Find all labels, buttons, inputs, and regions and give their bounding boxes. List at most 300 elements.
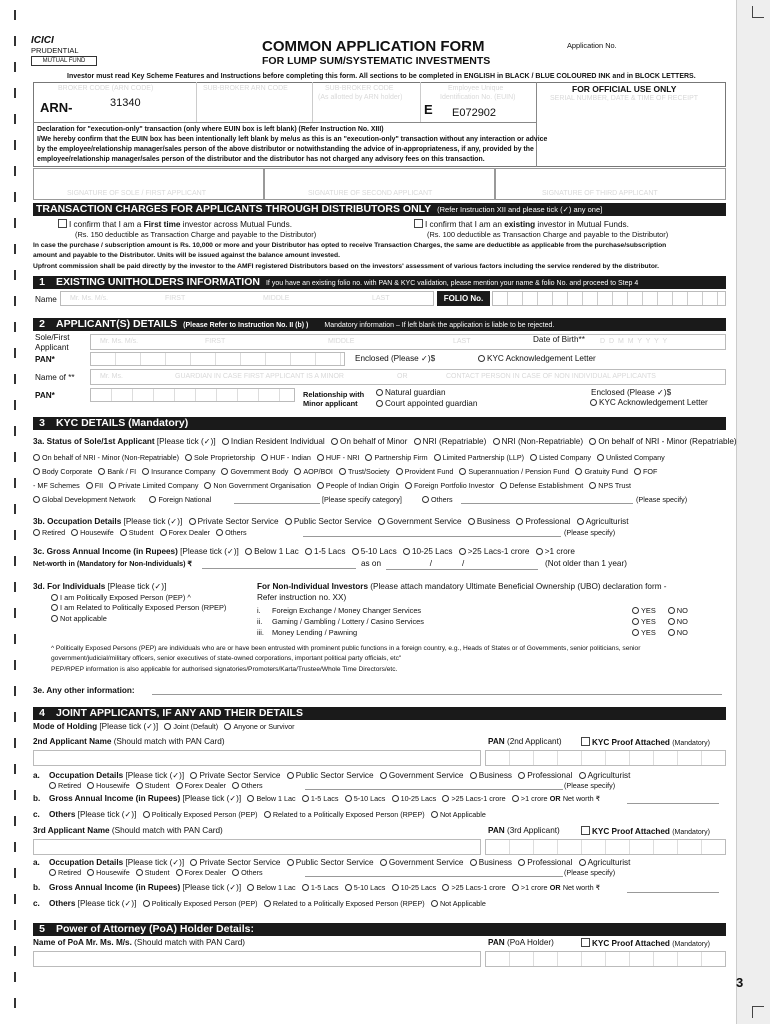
status-radio[interactable] bbox=[493, 438, 500, 445]
status-opt[interactable]: On behalf of Minor bbox=[327, 437, 407, 446]
s2-kyc-ack-radio[interactable] bbox=[478, 355, 485, 362]
status-opt[interactable]: Limited Partnership (LLP) bbox=[430, 453, 525, 462]
occ-opt[interactable]: Forex Dealer bbox=[172, 868, 227, 877]
occ-opt[interactable]: Agriculturist bbox=[575, 771, 631, 780]
networth-label: Net-worth in (Mandatory for Non-Individuals) ₹ bbox=[33, 559, 193, 568]
status-opt[interactable]: Provident Fund bbox=[392, 467, 454, 476]
occ-radio[interactable] bbox=[579, 772, 586, 779]
pep-radio[interactable] bbox=[431, 900, 438, 907]
sub-broker-arn-header: SUB-BROKER ARN CODE bbox=[203, 85, 288, 92]
status-category-line[interactable] bbox=[234, 503, 320, 504]
logo-name: PRUDENTIAL bbox=[31, 46, 79, 55]
occ-opt[interactable]: Public Sector Service bbox=[283, 771, 374, 780]
instruction-text: Investor must read Key Scheme Features and Instructions before completing this form. All sections to be completed in ENGLISH in BLACK / BLUE COLOURED INK and in BLOCK LETTERS. bbox=[67, 73, 696, 80]
occ-radio[interactable] bbox=[190, 772, 197, 779]
euin-value[interactable]: E072902 bbox=[452, 107, 497, 119]
occ-opt[interactable]: Retired bbox=[45, 868, 81, 877]
income-radio[interactable] bbox=[512, 795, 519, 802]
broker-code-header: BROKER CODE (ARN CODE) bbox=[58, 85, 154, 92]
third-networth-line[interactable] bbox=[627, 892, 719, 893]
status-opt[interactable]: HUF - NRI bbox=[313, 453, 360, 462]
income-opt[interactable]: 10-25 Lacs bbox=[388, 883, 437, 892]
occ-opt[interactable]: Government Service bbox=[374, 517, 462, 526]
logo-brand: ICICI bbox=[31, 35, 54, 46]
broker-divider bbox=[33, 122, 536, 123]
income-radio[interactable] bbox=[392, 795, 399, 802]
s2-middle-hint: MIDDLE bbox=[328, 338, 355, 345]
occ-radio[interactable] bbox=[287, 859, 294, 866]
income-radio[interactable] bbox=[459, 548, 466, 555]
first-time-option[interactable]: I confirm that I am a First time investor across Mutual Funds. bbox=[58, 219, 292, 230]
arn-value[interactable]: 31340 bbox=[110, 97, 141, 109]
status-radio[interactable] bbox=[459, 468, 466, 475]
court-guardian-option[interactable]: Court appointed guardian bbox=[372, 399, 477, 409]
pep-radio[interactable] bbox=[143, 811, 150, 818]
occ-opt[interactable]: Housewife bbox=[67, 528, 114, 537]
pep-note-2: government/judicial/military officers, senior executives of state-owned corporations, important political party officials, etc" bbox=[51, 655, 402, 662]
status-opt[interactable]: Government Body bbox=[217, 467, 288, 476]
status-radio[interactable] bbox=[33, 468, 40, 475]
s2-title-hint: Mr. Ms. M/s. bbox=[100, 338, 139, 345]
income-radio[interactable] bbox=[392, 884, 399, 891]
occ-radio[interactable] bbox=[49, 782, 56, 789]
occ-opt[interactable]: Others bbox=[212, 528, 247, 537]
income-opt[interactable]: Below 1 Lac bbox=[241, 547, 299, 556]
second-applicant-label: 2nd Applicant Name (Should match with PAN Card) bbox=[33, 737, 225, 746]
third-kyc[interactable]: KYC Proof Attached (Mandatory) bbox=[581, 826, 710, 838]
occ-opt[interactable]: Government Service bbox=[376, 771, 464, 780]
nonind-item-3: iii. Money Lending / Pawning bbox=[257, 628, 358, 637]
s2-name-of-label: Name of ** bbox=[35, 373, 75, 382]
pep-note-1: ^ Politically Exposed Persons (PEP) are individuals who are or have been entrusted with prominent public functions in a foreign country, e.g., Heads of States or of Governments, senior politicians, senior bbox=[51, 645, 641, 652]
s1-middle-hint: MIDDLE bbox=[263, 295, 290, 302]
occ-opt[interactable]: Student bbox=[132, 868, 170, 877]
third-applicant-label: 3rd Applicant Name (Should match with PAN Card) bbox=[33, 826, 223, 835]
official-use-sub: SERIAL NUMBER, DATE & TIME OF RECEIPT bbox=[550, 95, 699, 102]
occ-radio[interactable] bbox=[190, 859, 197, 866]
occ-radio[interactable] bbox=[380, 772, 387, 779]
occ-radio[interactable] bbox=[136, 869, 143, 876]
s2-guardian-title-hint: Mr. Ms. bbox=[100, 373, 123, 380]
form-title: COMMON APPLICATION FORM bbox=[262, 38, 485, 55]
occ-radio[interactable] bbox=[87, 869, 94, 876]
pep-opt[interactable]: Not Applicable bbox=[427, 899, 486, 908]
s2-kyc-ack-option[interactable]: KYC Acknowledgement Letter bbox=[474, 354, 596, 364]
occ-opt[interactable]: Private Sector Service bbox=[186, 858, 280, 867]
txn-charges-header bbox=[33, 203, 726, 216]
occ-opt[interactable]: Public Sector Service bbox=[281, 517, 372, 526]
occ-radio[interactable] bbox=[285, 518, 292, 525]
status-radio[interactable] bbox=[331, 438, 338, 445]
income-opt[interactable]: 5-10 Lacs bbox=[341, 794, 386, 803]
txn-charges-title: TRANSACTION CHARGES FOR APPLICANTS THROUGH DISTRIBUTORS ONLY bbox=[36, 203, 432, 215]
networth-line[interactable] bbox=[202, 568, 356, 569]
status-radio[interactable] bbox=[33, 496, 40, 503]
status-radio[interactable] bbox=[317, 482, 324, 489]
status-radio[interactable] bbox=[405, 482, 412, 489]
status-others-option[interactable]: Others bbox=[418, 495, 453, 504]
mode-joint-option[interactable]: Joint (Default) bbox=[160, 722, 218, 731]
third-pan-field[interactable] bbox=[485, 839, 726, 855]
occ-radio[interactable] bbox=[518, 772, 525, 779]
status-radio[interactable] bbox=[109, 482, 116, 489]
status-radio[interactable] bbox=[222, 438, 229, 445]
s2-contact-hint: CONTACT PERSON IN CASE OF NON INDIVIDUAL APPLICANTS bbox=[446, 373, 656, 380]
status-radio[interactable] bbox=[500, 482, 507, 489]
status-opt[interactable]: FII bbox=[82, 481, 103, 490]
status-opt[interactable]: Gratuity Fund bbox=[571, 467, 628, 476]
status-opt[interactable]: Bank / FI bbox=[94, 467, 136, 476]
status-opt[interactable]: On behalf of NRI - Minor (Non-Repatriable) bbox=[29, 453, 179, 462]
occ-opt[interactable]: Public Sector Service bbox=[283, 858, 374, 867]
second-occ-others-line[interactable] bbox=[305, 789, 563, 790]
income-opt[interactable]: 10-25 Lacs bbox=[399, 547, 453, 556]
nonind-yesno-2[interactable]: YES NO bbox=[628, 617, 688, 626]
occ-radio[interactable] bbox=[470, 772, 477, 779]
income-opt[interactable]: >25 Lacs-1 crore bbox=[455, 547, 530, 556]
status-radio[interactable] bbox=[204, 482, 211, 489]
declaration-line-4: employee/relationship manager/sales person of the distributor and the distributor has not charged any advisory fees on this transaction. bbox=[37, 156, 485, 163]
income-radio[interactable] bbox=[536, 548, 543, 555]
status-radio[interactable] bbox=[414, 438, 421, 445]
s1-last-hint: LAST bbox=[372, 295, 390, 302]
occ-radio[interactable] bbox=[518, 859, 525, 866]
income-opt[interactable]: >1 crore bbox=[508, 883, 548, 892]
income-radio[interactable] bbox=[512, 884, 519, 891]
existing-note: (Rs. 100 deductible as Transaction Charge and payable to the Distributor) bbox=[427, 230, 669, 239]
s2-kyc-ack2-radio[interactable] bbox=[590, 399, 597, 406]
income-opt[interactable]: Below 1 Lac bbox=[243, 883, 295, 892]
status-radio[interactable] bbox=[530, 454, 537, 461]
second-occ-row-2 bbox=[45, 781, 263, 790]
occ-opt[interactable]: Forex Dealer bbox=[172, 781, 227, 790]
official-use-label: FOR OFFICIAL USE ONLY bbox=[572, 84, 677, 94]
status-opt[interactable]: Listed Company bbox=[526, 453, 591, 462]
poa-name-field[interactable] bbox=[33, 951, 481, 967]
income-radio[interactable] bbox=[247, 795, 254, 802]
first-time-note: (Rs. 150 deductible as Transaction Charge and payable to the Distributor) bbox=[75, 230, 317, 239]
income-radio[interactable] bbox=[245, 548, 252, 555]
dob-boxes[interactable]: D D M M Y Y Y Y bbox=[600, 338, 669, 345]
status-opt[interactable]: Insurance Company bbox=[138, 467, 215, 476]
pep-radio-1[interactable] bbox=[51, 594, 58, 601]
status-opt[interactable]: Defense Establishment bbox=[496, 481, 583, 490]
occ-radio[interactable] bbox=[579, 859, 586, 866]
occ-others-line[interactable] bbox=[303, 536, 561, 537]
income-radio[interactable] bbox=[345, 884, 352, 891]
pep-opt-1[interactable]: I am Politically Exposed Person (PEP) ^ bbox=[47, 593, 191, 602]
mode-anyone-option[interactable]: Anyone or Survivor bbox=[220, 722, 294, 731]
poa-kyc[interactable]: KYC Proof Attached (Mandatory) bbox=[581, 938, 710, 950]
third-occ-row-2 bbox=[45, 868, 263, 877]
status-opt[interactable]: Sole Proprietorship bbox=[181, 453, 255, 462]
occ-opt[interactable]: Retired bbox=[29, 528, 65, 537]
status-opt[interactable]: Global Development Network bbox=[29, 495, 135, 504]
status-opt[interactable]: Private Limited Company bbox=[105, 481, 198, 490]
status-opt[interactable]: Foreign Portfolio Investor bbox=[401, 481, 494, 490]
status-radio[interactable] bbox=[142, 468, 149, 475]
status-radio[interactable] bbox=[589, 482, 596, 489]
income-radio[interactable] bbox=[302, 884, 309, 891]
second-kyc-checkbox[interactable] bbox=[581, 737, 590, 746]
section-2-sub: (Please Refer to Instruction No. II (b) ) bbox=[183, 322, 309, 329]
status-radio[interactable] bbox=[575, 468, 582, 475]
pep-radio-3[interactable] bbox=[51, 615, 58, 622]
status-opt[interactable]: HUF - Indian bbox=[257, 453, 311, 462]
pep-radio-2[interactable] bbox=[51, 604, 58, 611]
status-radio[interactable] bbox=[185, 454, 192, 461]
status-radio[interactable] bbox=[221, 468, 228, 475]
occ-radio[interactable] bbox=[120, 529, 127, 536]
income-opt[interactable]: >1 crore bbox=[508, 794, 548, 803]
second-networth-line[interactable] bbox=[627, 803, 719, 804]
income-radio[interactable] bbox=[247, 884, 254, 891]
occ-opt[interactable]: Government Service bbox=[376, 858, 464, 867]
status-opt[interactable]: NPS Trust bbox=[585, 481, 631, 490]
status-others-line[interactable] bbox=[461, 503, 633, 504]
status-row-5 bbox=[29, 495, 211, 504]
s2-pan-field[interactable] bbox=[90, 352, 345, 366]
income-radio[interactable] bbox=[305, 548, 312, 555]
other-info-label: 3e. Any other information: bbox=[33, 686, 135, 695]
income-opt[interactable]: >25 Lacs-1 crore bbox=[438, 794, 505, 803]
pep-radio[interactable] bbox=[431, 811, 438, 818]
status-radio[interactable] bbox=[396, 468, 403, 475]
status-radio[interactable] bbox=[261, 454, 268, 461]
occ-radio[interactable] bbox=[176, 869, 183, 876]
status-opt[interactable]: People of Indian Origin bbox=[313, 481, 399, 490]
occ-opt[interactable]: Business bbox=[466, 858, 512, 867]
as-on-date[interactable]: // bbox=[386, 559, 538, 570]
no-radio[interactable] bbox=[668, 607, 675, 614]
occ-radio[interactable] bbox=[189, 518, 196, 525]
pep-opt[interactable]: Politically Exposed Person (PEP) bbox=[139, 810, 258, 819]
occ-opt[interactable]: Business bbox=[464, 517, 510, 526]
status-opt[interactable]: Trust/Society bbox=[335, 467, 390, 476]
occ-radio[interactable] bbox=[87, 782, 94, 789]
occ-opt[interactable]: Others bbox=[228, 868, 263, 877]
status-opt[interactable]: Body Corporate bbox=[29, 467, 92, 476]
nonind-item-2: ii. Gaming / Gambling / Lottery / Casino Services bbox=[257, 617, 424, 626]
declaration-line-3: by the employee/relationship manager/sales person of the above distributor or notwithstanding the advice of in-appropriateness, if any, provided by the bbox=[37, 146, 534, 153]
yes-radio[interactable] bbox=[632, 629, 639, 636]
natural-guardian-option[interactable]: Natural guardian bbox=[372, 388, 446, 398]
occ-radio[interactable] bbox=[468, 518, 475, 525]
income-opt[interactable]: 1-5 Lacs bbox=[298, 794, 339, 803]
occ-radio[interactable] bbox=[287, 772, 294, 779]
status-opt[interactable]: NRI (Non-Repatriable) bbox=[489, 437, 583, 446]
poa-kyc-checkbox[interactable] bbox=[581, 938, 590, 947]
occ-radio[interactable] bbox=[71, 529, 78, 536]
folio-field[interactable] bbox=[492, 291, 726, 306]
income-radio[interactable] bbox=[352, 548, 359, 555]
status-opt[interactable]: Non Government Organisation bbox=[200, 481, 310, 490]
status-row-2 bbox=[29, 453, 665, 462]
pep-opt[interactable]: Related to a Politically Exposed Person (RPEP) bbox=[260, 899, 425, 908]
occ-radio[interactable] bbox=[232, 782, 239, 789]
euin-header-sub: Identification No. (EUIN) bbox=[440, 94, 516, 101]
status-opt[interactable]: Foreign National bbox=[145, 495, 211, 504]
income-opt[interactable]: 1-5 Lacs bbox=[301, 547, 345, 556]
other-info-line[interactable] bbox=[152, 694, 722, 695]
occ-opt[interactable]: Professional bbox=[514, 858, 572, 867]
occ-radio[interactable] bbox=[378, 518, 385, 525]
nonind-yesno-3[interactable]: YES NO bbox=[628, 628, 688, 637]
occ-opt[interactable]: Agriculturist bbox=[573, 517, 629, 526]
form-subtitle: FOR LUMP SUM/SYSTEMATIC INVESTMENTS bbox=[262, 55, 491, 67]
pep-opt[interactable]: Not Applicable bbox=[427, 810, 486, 819]
section-1-note: If you have an existing folio no. with PAN & KYC validation, please mention your name & folio No. and proceed to Step 4 bbox=[265, 280, 639, 287]
status-radio[interactable] bbox=[317, 454, 324, 461]
dob-label: Date of Birth** bbox=[533, 335, 585, 344]
status-radio[interactable] bbox=[339, 468, 346, 475]
occ-opt[interactable]: Others bbox=[228, 781, 263, 790]
occ-radio[interactable] bbox=[232, 869, 239, 876]
status-opt[interactable]: Superannuation / Pension Fund bbox=[455, 467, 569, 476]
status-others-radio[interactable] bbox=[422, 496, 429, 503]
no-radio[interactable] bbox=[668, 629, 675, 636]
income-radio[interactable] bbox=[442, 884, 449, 891]
existing-checkbox[interactable] bbox=[414, 219, 423, 228]
status-opt[interactable]: Unlisted Company bbox=[593, 453, 665, 462]
status-radio[interactable] bbox=[589, 438, 596, 445]
occ-radio[interactable] bbox=[160, 529, 167, 536]
occ-opt[interactable]: Housewife bbox=[83, 781, 130, 790]
occ-radio[interactable] bbox=[216, 529, 223, 536]
status-opt[interactable]: Partnership Firm bbox=[361, 453, 427, 462]
signature-label-3: SIGNATURE OF THIRD APPLICANT bbox=[542, 190, 658, 197]
occ-opt[interactable]: Student bbox=[132, 781, 170, 790]
pep-radio[interactable] bbox=[264, 811, 271, 818]
yes-radio[interactable] bbox=[632, 618, 639, 625]
status-row-3 bbox=[29, 467, 657, 476]
second-pan-label: PAN (2nd Applicant) bbox=[488, 737, 562, 746]
third-kyc-checkbox[interactable] bbox=[581, 826, 590, 835]
status-radio[interactable] bbox=[294, 468, 301, 475]
second-others-row: c. Others [Please tick (✓)] Politically Exposed Person (PEP) Related to a Politically Exposed Person (RPEP) Not Applicable bbox=[33, 810, 486, 819]
occ-opt[interactable]: Professional bbox=[512, 517, 570, 526]
pep-radio[interactable] bbox=[264, 900, 271, 907]
occ-radio[interactable] bbox=[33, 529, 40, 536]
income-opt[interactable]: >25 Lacs-1 crore bbox=[438, 883, 505, 892]
occ-opt[interactable]: Housewife bbox=[83, 868, 130, 877]
status-radio[interactable] bbox=[33, 454, 40, 461]
status-radio[interactable] bbox=[365, 454, 372, 461]
mode-anyone-radio[interactable] bbox=[224, 723, 231, 730]
income-opt[interactable]: Below 1 Lac bbox=[243, 794, 295, 803]
status-opt[interactable]: NRI (Repatriable) bbox=[410, 437, 487, 446]
income-opt[interactable]: 10-25 Lacs bbox=[388, 794, 437, 803]
section-5-header: 5 Power of Attorney (PoA) Holder Details: bbox=[33, 923, 726, 936]
logo bbox=[31, 36, 97, 66]
occ-radio[interactable] bbox=[176, 782, 183, 789]
status-radio[interactable] bbox=[634, 468, 641, 475]
second-applicant-name-field[interactable] bbox=[33, 750, 481, 766]
status-radio[interactable] bbox=[98, 468, 105, 475]
poa-pan-field[interactable] bbox=[485, 951, 726, 967]
income-radio[interactable] bbox=[442, 795, 449, 802]
section-3-header: 3 KYC DETAILS (Mandatory) bbox=[33, 417, 726, 430]
status-radio[interactable] bbox=[86, 482, 93, 489]
occ-opt[interactable]: Student bbox=[116, 528, 154, 537]
status-radio[interactable] bbox=[434, 454, 441, 461]
broker-vline-2 bbox=[312, 82, 313, 122]
relationship-label-2: Minor applicant bbox=[303, 399, 358, 408]
occ-opt[interactable]: Agriculturist bbox=[575, 858, 631, 867]
s2-kyc-ack2-option[interactable]: KYC Acknowledgement Letter bbox=[586, 398, 708, 408]
nonind-yesno-1[interactable]: YES NO bbox=[628, 606, 688, 615]
declaration-line-1: Declaration for "execution-only" transaction (only where EUIN box is left blank) (Refer Instruction No. XIII) bbox=[37, 126, 384, 133]
status-row-1: 3a. Status of Sole/1st Applicant [Please tick (✓)] Indian Resident Individual On behalf of Minor NRI (Repatriable) NRI (Non-Repatriable) On behalf of NRI - Minor (Repatriable) bbox=[33, 437, 737, 446]
no-radio[interactable] bbox=[668, 618, 675, 625]
second-occ-row-1: a. Occupation Details [Please tick (✓)] Private Sector Service Public Sector Service Government Service Business Professional Agriculturist bbox=[33, 771, 631, 780]
existing-option[interactable]: I confirm that I am an existing investor in Mutual Funds. bbox=[414, 219, 629, 230]
s2-sole-label: Sole/First bbox=[35, 333, 70, 342]
occupation-row-1: 3b. Occupation Details [Please tick (✓)] Private Sector Service Public Sector Service Government Service Business Professional Agriculturist bbox=[33, 517, 629, 526]
occ-radio[interactable] bbox=[577, 518, 584, 525]
status-radio[interactable] bbox=[149, 496, 156, 503]
income-radio[interactable] bbox=[403, 548, 410, 555]
status-opt[interactable]: FOF bbox=[630, 467, 657, 476]
third-applicant-name-field[interactable] bbox=[33, 839, 481, 855]
status-opt[interactable]: Indian Resident Individual bbox=[218, 437, 325, 446]
pep-opt-2[interactable]: I am Related to Politically Exposed Person (RPEP) bbox=[47, 603, 226, 612]
occ-radio[interactable] bbox=[49, 869, 56, 876]
section-1-header: 1 EXISTING UNITHOLDERS INFORMATION If you have an existing folio no. with PAN & KYC validation, please mention your name & folio No. and proceed to Step 4 bbox=[33, 276, 726, 289]
pep-opt-3[interactable]: Not applicable bbox=[47, 614, 107, 623]
first-time-checkbox[interactable] bbox=[58, 219, 67, 228]
income-opt[interactable]: 5-10 Lacs bbox=[348, 547, 397, 556]
third-occ-others-line[interactable] bbox=[305, 876, 563, 877]
occ-opt[interactable]: Forex Dealer bbox=[156, 528, 211, 537]
mode-joint-radio[interactable] bbox=[164, 723, 171, 730]
occ-radio[interactable] bbox=[516, 518, 523, 525]
pep-opt[interactable]: Related to a Politically Exposed Person (RPEP) bbox=[260, 810, 425, 819]
section-2-header: 2 APPLICANT(S) DETAILS (Please Refer to Instruction No. II (b) ) Mandatory information – If left blank the application is liable to be rejected. bbox=[33, 318, 726, 331]
pep-radio[interactable] bbox=[143, 900, 150, 907]
occ-radio[interactable] bbox=[470, 859, 477, 866]
income-opt[interactable]: >1 crore bbox=[532, 547, 575, 556]
natural-guardian-radio[interactable] bbox=[376, 389, 383, 396]
second-kyc[interactable]: KYC Proof Attached (Mandatory) bbox=[581, 737, 710, 749]
occ-opt[interactable]: Private Sector Service bbox=[186, 771, 280, 780]
income-opt[interactable]: 1-5 Lacs bbox=[298, 883, 339, 892]
pep-opt[interactable]: Politically Exposed Person (PEP) bbox=[139, 899, 258, 908]
txn-para-1: In case the purchase / subscription amount is Rs. 10,000 or more and your Distributor has opted to receive Transaction Charges, the same are deductible as applicable from the purchase/subscription bbox=[33, 242, 667, 249]
income-radio[interactable] bbox=[345, 795, 352, 802]
occ-opt[interactable]: Retired bbox=[45, 781, 81, 790]
section-4-header: 4 JOINT APPLICANTS, IF ANY AND THEIR DETAILS bbox=[33, 707, 726, 720]
second-pan-field[interactable] bbox=[485, 750, 726, 766]
s2-pan2-field[interactable] bbox=[90, 388, 295, 402]
section-1-title: EXISTING UNITHOLDERS INFORMATION bbox=[56, 276, 260, 288]
broker-vline-4 bbox=[536, 82, 537, 167]
non-individual-note-2: Refer instruction no. XX) bbox=[257, 593, 347, 602]
txn-para-3: Upfront commission shall be paid directly by the investor to the AMFI registered Distributors based on the investors' assessment of various factors including the service rendered by the distributor. bbox=[33, 263, 660, 270]
yes-radio[interactable] bbox=[632, 607, 639, 614]
occ-radio[interactable] bbox=[136, 782, 143, 789]
status-radio[interactable] bbox=[597, 454, 604, 461]
occ-opt[interactable]: Private Sector Service bbox=[185, 517, 279, 526]
occ-opt[interactable]: Professional bbox=[514, 771, 572, 780]
occ-opt[interactable]: Business bbox=[466, 771, 512, 780]
status-opt[interactable]: AOP/BOI bbox=[290, 467, 333, 476]
court-guardian-radio[interactable] bbox=[376, 400, 383, 407]
income-opt[interactable]: 5-10 Lacs bbox=[341, 883, 386, 892]
income-radio[interactable] bbox=[302, 795, 309, 802]
status-opt[interactable]: On behalf of NRI - Minor (Repatriable) bbox=[585, 437, 736, 446]
occ-radio[interactable] bbox=[380, 859, 387, 866]
